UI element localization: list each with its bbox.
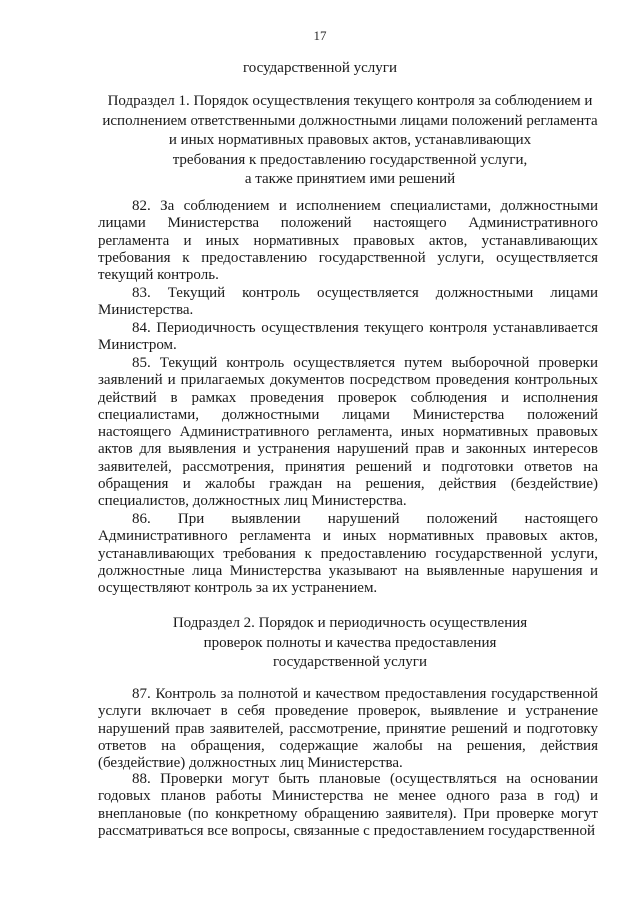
heading-line: а также принятием ими решений [244, 171, 456, 187]
heading-line: проверок полноты и качества предоставления [203, 634, 497, 651]
paragraph-86: 86. При выявлении нарушений положений настоящего Административного регламента и иных нормативных правовых актов, устанавливающих требования к предоставлению государственной услуги, должностные лица Министерства указывают на выявленные нарушения и осуществляют контроль за их устранением. [98, 511, 598, 597]
paragraph-88: 88. Проверки могут быть плановые (осуществляться на основании годовых планов работы Министерства не менее одного раза в год) и внеплановые (по конкретному обращению заявителя). При проверке могут рассматриваться все вопросы, связанные с предоставлением государственной [98, 771, 598, 839]
heading-line: Подраздел 1. Порядок осуществления текущего контроля за соблюдением и [107, 93, 593, 109]
page-number: 17 [313, 28, 327, 43]
heading-line: государственной услуги [273, 654, 427, 670]
paragraph-85: 85. Текущий контроль осуществляется путем выборочной проверки заявлений и прилагаемых документов посредством проведения контрольных действий в рамках проведения проверок соблюдения и исполнения специалистами, должностными лицами Министерства положений настоящего Административного регламента, иных нормативных правовых актов для выявления и устранения нарушений прав и законных интересов заявителей, рассмотрения, принятия решений и подготовки ответов на обращения и жалобы граждан на решения, действия (бездействие) специалистов, должностных лиц Министерства. [98, 355, 598, 510]
subsection-1-heading [90, 92, 610, 190]
continuation-heading: государственной услуги [243, 60, 397, 76]
paragraph-83: 83. Текущий контроль осуществляется должностными лицами Министерства. [98, 285, 598, 319]
paragraph-84: 84. Периодичность осуществления текущего контроля устанавливается Министром. [98, 320, 598, 354]
paragraph-82: 82. За соблюдением и исполнением специалистами, должностными лицами Министерства положений настоящего Административного регламента и иных нормативных правовых актов, устанавливающих требования к предоставлению государственной услуги, осуществляется текущий контроль. [98, 198, 598, 284]
heading-line: исполнением ответственными должностными лицами положений регламента [102, 112, 598, 129]
heading-line: и иных нормативных правовых актов, устанавливающих [168, 132, 532, 148]
paragraph-87: 87. Контроль за полнотой и качеством предоставления государственной услуги включает в себя проведение проверок, выявление и устранение нарушений прав заявителей, рассмотрение, принятие решений и подготовку ответов на обращения, содержащие жалобы на решения, действия (бездействие) должностных лиц Министерства. [98, 686, 598, 772]
heading-line: Подраздел 2. Порядок и периодичность осуществления [172, 615, 528, 631]
subsection-2-heading [90, 614, 610, 673]
heading-line: требования к предоставлению государственной услуги, [172, 151, 528, 168]
